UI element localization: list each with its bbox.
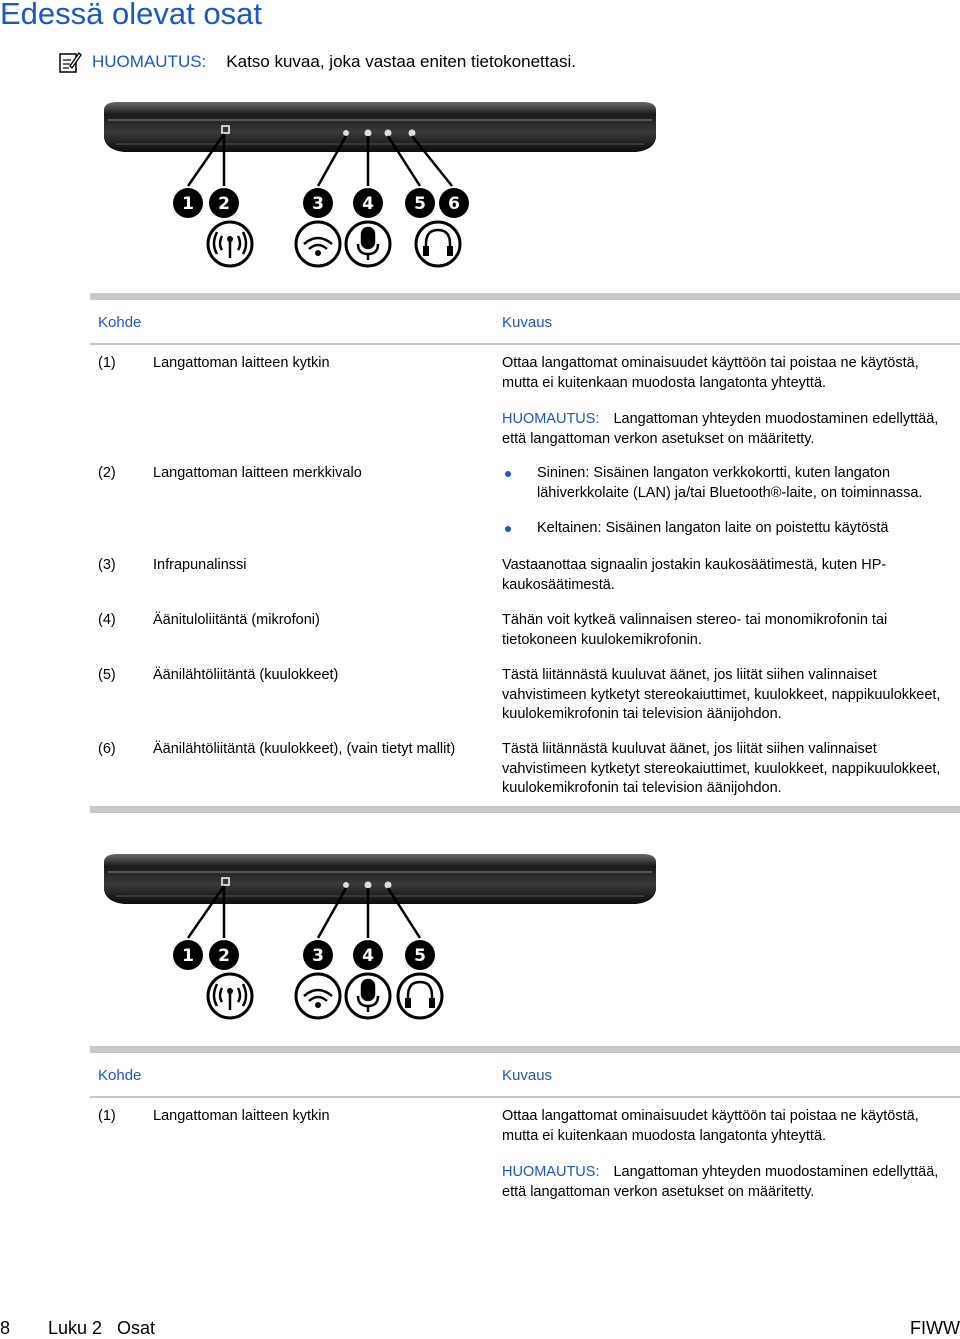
row-item: Langattoman laitteen merkkivalo bbox=[153, 465, 362, 481]
chapter-label: Luku 2 Osat bbox=[48, 1318, 156, 1338]
row-number: (5) bbox=[98, 667, 116, 683]
svg-text:4: 4 bbox=[362, 946, 374, 966]
header-item: Kohde bbox=[98, 314, 142, 331]
svg-text:3: 3 bbox=[312, 194, 324, 214]
header-desc: Kuvaus bbox=[502, 314, 553, 331]
row-desc bbox=[502, 354, 957, 449]
row-desc-text: Ottaa langattomat ominaisuudet käyttöön tai poistaa ne käytöstä, mutta ei kuitenkaan muodosta langatonta yhteyttä. bbox=[502, 1108, 919, 1144]
row-number: (6) bbox=[98, 741, 116, 757]
table-row bbox=[90, 740, 960, 806]
row-desc bbox=[502, 464, 957, 555]
table-bottom-rule bbox=[90, 806, 960, 813]
svg-text:2: 2 bbox=[218, 194, 230, 214]
svg-text:5: 5 bbox=[414, 946, 426, 966]
row-item: Äänilähtöliitäntä (kuulokkeet) bbox=[153, 667, 339, 683]
header-item: Kohde bbox=[98, 1067, 142, 1084]
row-item: Infrapunalinssi bbox=[153, 557, 247, 573]
bullet-amber: Keltainen: Sisäinen langaton laite on poistettu käytöstä bbox=[502, 519, 957, 539]
row-note-label: HUOMAUTUS: bbox=[502, 411, 600, 427]
table-header-rule bbox=[90, 343, 960, 345]
row-item: Langattoman laitteen kytkin bbox=[153, 1108, 330, 1124]
table-header-rule bbox=[90, 1096, 960, 1098]
table-row bbox=[90, 611, 960, 666]
svg-text:3: 3 bbox=[312, 946, 324, 966]
row-number: (2) bbox=[98, 465, 116, 481]
table-header bbox=[90, 300, 960, 343]
row-desc-text: Ottaa langattomat ominaisuudet käyttöön tai poistaa ne käytöstä, mutta ei kuitenkaan muodosta langatonta yhteyttä. bbox=[502, 355, 919, 391]
row-number: (1) bbox=[98, 355, 116, 371]
row-note-text: Langattoman yhteyden muodostaminen edellyttää, että langattoman verkon asetukset on määritetty. bbox=[502, 1164, 939, 1200]
parts-table-1 bbox=[90, 293, 960, 813]
row-desc: Tähän voit kytkeä valinnaisen stereo- tai monomikrofonin tai tietokoneen kuulokemikrofonin. bbox=[502, 612, 888, 648]
note bbox=[58, 50, 576, 74]
svg-text:5: 5 bbox=[414, 194, 426, 214]
table-row bbox=[90, 1107, 960, 1217]
row-number: (1) bbox=[98, 1108, 116, 1124]
table-row bbox=[90, 556, 960, 611]
footer-code: FIWW bbox=[910, 1318, 960, 1338]
svg-text:6: 6 bbox=[448, 194, 460, 214]
table-row bbox=[90, 666, 960, 740]
row-item: Langattoman laitteen kytkin bbox=[153, 355, 330, 371]
table-row bbox=[90, 464, 960, 556]
row-note-text: Langattoman yhteyden muodostaminen edellyttää, että langattoman verkon asetukset on määritetty. bbox=[502, 411, 939, 447]
table-header bbox=[90, 1053, 960, 1096]
row-item: Äänituloliitäntä (mikrofoni) bbox=[153, 612, 320, 628]
bullet-blue: Sininen: Sisäinen langaton verkkokortti, kuten langaton lähiverkkolaite (LAN) ja/tai Bluetooth®-laite, on toiminnassa. bbox=[502, 464, 957, 503]
row-desc: Tästä liitännästä kuuluvat äänet, jos liität siihen valinnaiset vahvistimeen kytketyt stereokaiuttimet, kuulokkeet, nappikuulokkeet, kuulokemikrofonin tai television äänijohdon. bbox=[502, 741, 941, 796]
row-desc: Tästä liitännästä kuuluvat äänet, jos liität siihen valinnaiset vahvistimeen kytketyt stereokaiuttimet, kuulokkeet, nappikuulokkeet, kuulokemikrofonin tai television äänijohdon. bbox=[502, 667, 941, 722]
svg-text:4: 4 bbox=[362, 194, 374, 214]
svg-text:2: 2 bbox=[218, 946, 230, 966]
row-note bbox=[502, 1163, 957, 1202]
row-note bbox=[502, 410, 957, 449]
svg-text:1: 1 bbox=[182, 194, 194, 214]
page-title: Edessä olevat osat bbox=[0, 0, 262, 31]
header-desc: Kuvaus bbox=[502, 1067, 553, 1084]
row-desc bbox=[502, 1107, 957, 1202]
note-pencil-icon bbox=[58, 50, 82, 74]
parts-table-2 bbox=[90, 1046, 960, 1217]
note-text: Katso kuvaa, joka vastaa eniten tietokonettasi. bbox=[226, 52, 576, 71]
svg-text:1: 1 bbox=[182, 946, 194, 966]
table-top-rule bbox=[90, 293, 960, 300]
page-number: 8 bbox=[0, 1318, 11, 1338]
row-note-label: HUOMAUTUS: bbox=[502, 1164, 600, 1180]
row-number: (4) bbox=[98, 612, 116, 628]
laptop-front-figure-1 bbox=[96, 98, 664, 273]
note-label: HUOMAUTUS: bbox=[92, 52, 207, 71]
row-desc: Vastaanottaa signaalin jostakin kaukosäätimestä, kuten HP-kaukosäätimestä. bbox=[502, 557, 887, 593]
table-row bbox=[90, 354, 960, 464]
table-top-rule bbox=[90, 1046, 960, 1053]
row-number: (3) bbox=[98, 557, 116, 573]
row-item: Äänilähtöliitäntä (kuulokkeet), (vain tietyt mallit) bbox=[153, 741, 456, 757]
laptop-front-figure-2 bbox=[96, 850, 664, 1025]
